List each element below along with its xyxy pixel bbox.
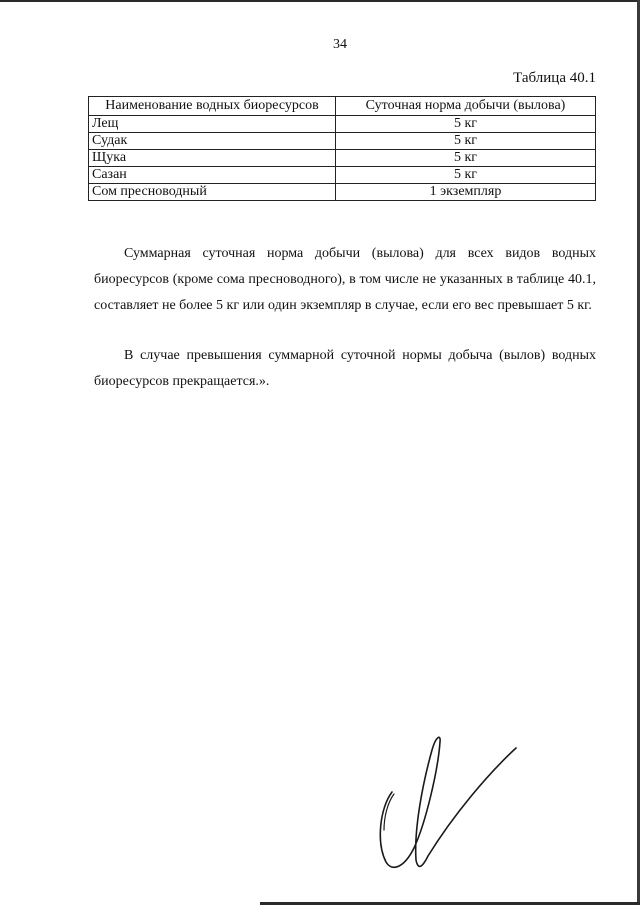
table-row — [89, 116, 596, 133]
norm-cell: 5 кг — [336, 133, 596, 150]
norm-cell: 1 экземпляр — [336, 184, 596, 201]
page-number: 34 — [333, 37, 347, 52]
species-cell: Сазан — [89, 167, 336, 184]
species-cell: Судак — [89, 133, 336, 150]
norm-cell: 5 кг — [336, 116, 596, 133]
header-species: Наименование водных биоресурсов — [89, 97, 336, 116]
table-caption: Таблица 40.1 — [513, 70, 596, 86]
table-row — [89, 150, 596, 167]
scan-edge-top — [0, 0, 640, 2]
catch-norms-table — [88, 96, 596, 201]
handwritten-signature — [370, 730, 530, 880]
paragraph-exceeding-norm: В случае превышения суммарной суточной нормы добыча (вылов) водных биоресурсов прекращается.». — [94, 348, 596, 389]
table-row — [89, 167, 596, 184]
header-daily-norm: Суточная норма добычи (вылова) — [336, 97, 596, 116]
norm-cell: 5 кг — [336, 150, 596, 167]
table-row — [89, 184, 596, 201]
species-cell: Лещ — [89, 116, 336, 133]
species-cell: Щука — [89, 150, 336, 167]
table-row — [89, 133, 596, 150]
paragraph-total-norm: Суммарная суточная норма добычи (вылова) для всех видов водных биоресурсов (кроме сома пресноводного), в том числе не указанных в таблице 40.1, составляет не более 5 кг или один экземпляр в случае, если его вес превышает 5 кг. — [94, 246, 596, 313]
table-header-row — [89, 97, 596, 116]
species-cell: Сом пресноводный — [89, 184, 336, 201]
norm-cell: 5 кг — [336, 167, 596, 184]
